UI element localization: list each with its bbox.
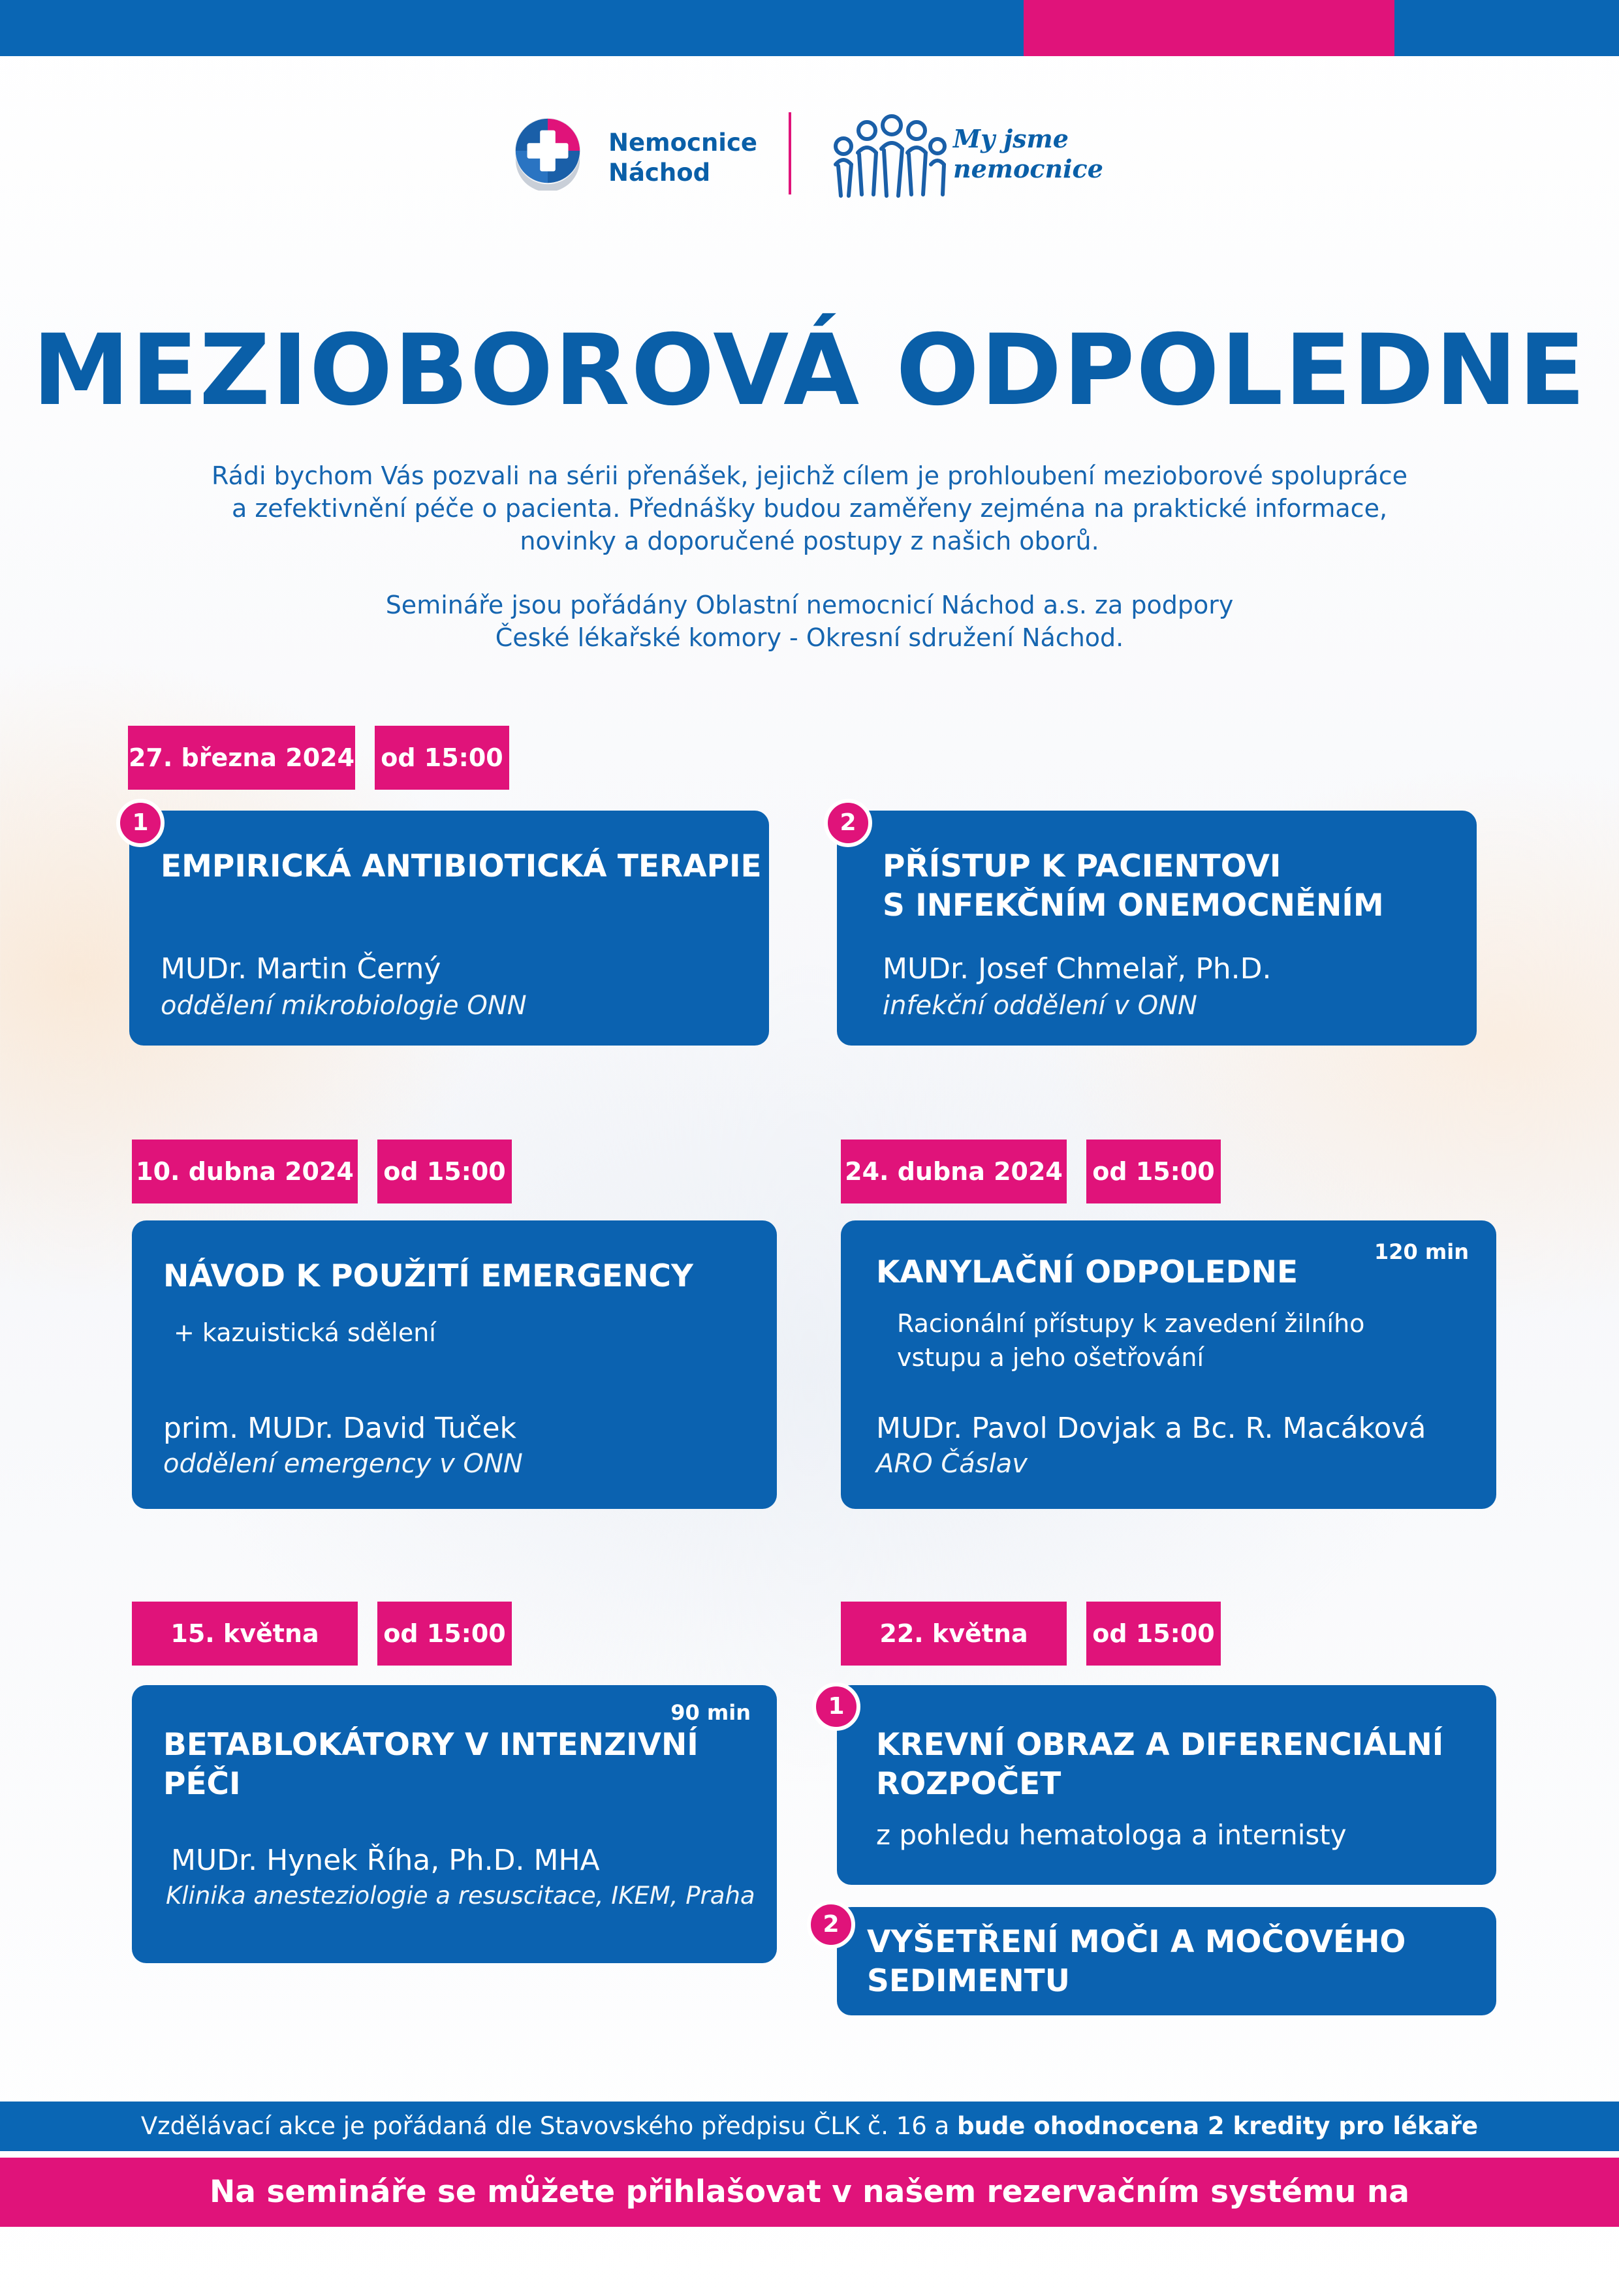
lecture-card-emergency (132, 1220, 777, 1509)
session-1-time: od 15:00 (375, 726, 509, 790)
lecture-card-urine (837, 1907, 1496, 2015)
top-bar-blue (0, 0, 1024, 56)
lecture-title: KANYLAČNÍ ODPOLEDNE (876, 1254, 1298, 1290)
intro-line: a zefektivnění péče o pacienta. Přednášky budou zaměřeny zejména na praktické informace, (231, 494, 1388, 523)
session-4-time: od 15:00 (377, 1602, 512, 1666)
lecture-department: oddělení mikrobiologie ONN (161, 991, 527, 1021)
session-1-date: 27. března 2024 (128, 726, 355, 790)
lecture-title-line2: PÉČI (163, 1766, 241, 1802)
session-4-date: 15. května (132, 1602, 358, 1666)
top-bar-blue-right (1394, 0, 1619, 56)
session-5-time: od 15:00 (1086, 1602, 1221, 1666)
lecture-speaker: MUDr. Pavol Dovjak a Bc. R. Macáková (876, 1412, 1426, 1445)
lecture-title: EMPIRICKÁ ANTIBIOTICKÁ TERAPIE (161, 848, 762, 884)
lecture-title: NÁVOD K POUŽITÍ EMERGENCY (163, 1258, 693, 1294)
lecture-card-antibiotics (129, 811, 769, 1046)
hospital-name-line2: Náchod (608, 159, 711, 187)
people-group-icon (829, 112, 947, 204)
lecture-card-blood-count (837, 1685, 1496, 1885)
intro-paragraph-2 (157, 589, 1462, 654)
lecture-department: Klinika anesteziologie a resuscitace, IKEM, Praha (166, 1882, 755, 1910)
lecture-title-line1: VYŠETŘENÍ MOČI A MOČOVÉHO (867, 1924, 1406, 1960)
lecture-card-infection (837, 811, 1477, 1046)
credits-bold-text: bude ohodnocena 2 kredity pro lékaře (957, 2112, 1479, 2140)
lecture-number-badge: 2 (807, 1900, 855, 1949)
lecture-title-line2: ROZPOČET (876, 1766, 1061, 1802)
lecture-number-badge: 1 (812, 1683, 860, 1731)
hospital-logo (509, 110, 757, 194)
intro-line: Rádi bychom Vás pozvali na sérii přenášek, jejichž cílem je prohloubení mezioborové spolupráce (212, 461, 1407, 490)
credits-banner (0, 2102, 1619, 2151)
slogan-line2: nemocnice (953, 154, 1103, 183)
hospital-name (608, 128, 757, 188)
lecture-department: oddělení emergency v ONN (163, 1449, 523, 1479)
session-3-date: 24. dubna 2024 (841, 1140, 1067, 1203)
slogan-logo (829, 106, 1103, 204)
lecture-subtitle: z pohledu hematologa a internisty (876, 1819, 1347, 1851)
session-2-time: od 15:00 (377, 1140, 512, 1203)
cross-shield-icon (509, 114, 586, 191)
lecture-speaker: prim. MUDr. David Tuček (163, 1412, 516, 1445)
lecture-subtitle-line1: Racionální přístupy k zavedení žilního (897, 1309, 1365, 1338)
session-2-date: 10. dubna 2024 (132, 1140, 358, 1203)
lecture-card-betablockers (132, 1685, 777, 1963)
top-bar-pink (1024, 0, 1394, 56)
intro-paragraph-1 (157, 459, 1462, 557)
lecture-title-line1: KREVNÍ OBRAZ A DIFERENCIÁLNÍ (876, 1727, 1444, 1763)
lecture-title-line1: PŘÍSTUP K PACIENTOVI (883, 848, 1281, 884)
hospital-name-line1: Nemocnice (608, 129, 758, 157)
lecture-title-line2: SEDIMENTU (867, 1963, 1070, 1999)
lecture-department: infekční oddělení v ONN (883, 991, 1197, 1021)
lecture-number-badge: 1 (116, 799, 165, 847)
session-3-time: od 15:00 (1086, 1140, 1221, 1203)
lecture-card-cannulation (841, 1220, 1496, 1509)
lecture-title-line2: S INFEKČNÍM ONEMOCNĚNÍM (883, 888, 1384, 923)
lecture-subtitle-line2: vstupu a jeho ošetřování (897, 1343, 1204, 1372)
session-5-date: 22. května (841, 1602, 1067, 1666)
page-title: MEZIOBOROVÁ ODPOLEDNE (32, 314, 1587, 427)
credits-text: Vzdělávací akce je pořádaná dle Stavovského předpisu ČLK č. 16 a (140, 2112, 950, 2140)
lecture-duration: 120 min (1374, 1239, 1469, 1264)
lecture-speaker: MUDr. Martin Černý (161, 952, 441, 985)
lecture-speaker: MUDr. Josef Chmelař, Ph.D. (883, 952, 1272, 985)
intro-line: České lékařské komory - Okresní sdružení Náchod. (495, 623, 1124, 652)
intro-line: novinky a doporučené postupy z našich oborů. (520, 527, 1099, 555)
lecture-number-badge: 2 (824, 799, 872, 847)
registration-banner[interactable]: Na semináře se můžete přihlašovat v našem rezervačním systému na www.nemocnicenachod.cz (0, 2158, 1619, 2227)
lecture-department: ARO Čáslav (876, 1449, 1028, 1479)
slogan-text (953, 124, 1103, 184)
slogan-line1: My jsme (953, 124, 1069, 153)
lecture-speaker: MUDr. Hynek Říha, Ph.D. MHA (171, 1844, 600, 1877)
lecture-duration: 90 min (670, 1700, 751, 1725)
lecture-title-line1: BETABLOKÁTORY V INTENZIVNÍ (163, 1727, 699, 1763)
logo-divider (789, 112, 791, 194)
lecture-subtitle: + kazuistická sdělení (174, 1318, 436, 1347)
intro-line: Semináře jsou pořádány Oblastní nemocnicí Náchod a.s. za podpory (385, 591, 1234, 619)
